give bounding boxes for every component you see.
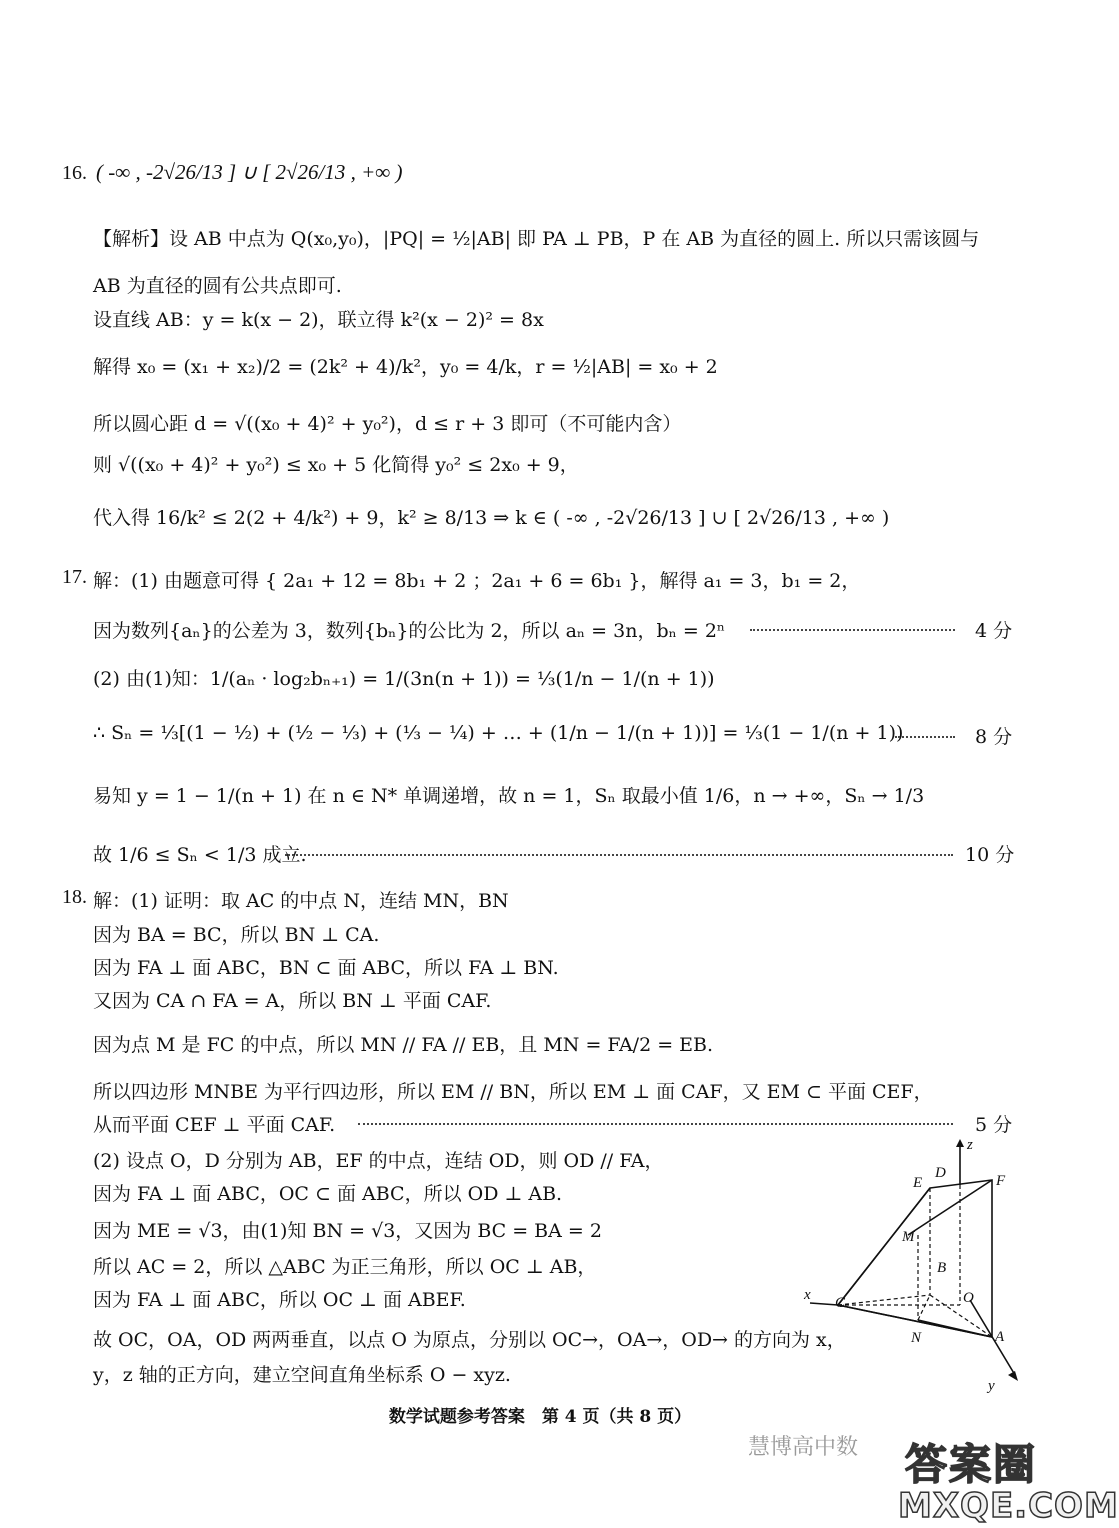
- q17-score-8: 8 分: [975, 726, 1013, 748]
- edge-na: [918, 1320, 992, 1337]
- q17-line-3: (2) 由(1)知：1/(aₙ · log₂bₙ₊₁) = 1/(3n(n + 1)) = ⅓(1/n − 1/(n + 1)): [93, 668, 715, 690]
- x-axis-line: [810, 1303, 838, 1305]
- label-c: C: [835, 1295, 846, 1311]
- page-footer: 数学试题参考答案 第 4 页（共 8 页）: [388, 1407, 692, 1427]
- q18-line-14: y，z 轴的正方向，建立空间直角坐标系 O − xyz.: [93, 1364, 511, 1386]
- q16-line-7: 代入得 16/k² ≤ 2(2 + 4/k²) + 9，k² ≥ 8/13 ⇒ k ∈ ( -∞ , -2√26/13 ] ∪ [ 2√26/13 , +∞ ): [93, 507, 890, 529]
- q18-line-1: 解：(1) 证明：取 AC 的中点 N，连结 MN，BN: [93, 890, 509, 912]
- site-logo-bottom: MXQE.COM: [898, 1486, 1119, 1526]
- q17-line-5: 易知 y = 1 − 1/(n + 1) 在 n ∈ N* 单调递增，故 n = 1，Sₙ 取最小值 1/6，n → +∞，Sₙ → 1/3: [93, 785, 925, 807]
- q16-line-4: 解得 x₀ = (x₁ + x₂)/2 = (2k² + 4)/k²，y₀ = 4/k，r = ½|AB| = x₀ + 2: [93, 356, 718, 378]
- q17-line-2: 因为数列{aₙ}的公差为 3，数列{bₙ}的公比为 2，所以 aₙ = 3n，bₙ = 2ⁿ: [93, 620, 726, 642]
- q18-line-7: 从而平面 CEF ⊥ 平面 CAF.: [93, 1114, 336, 1136]
- q17-line-6: 故 1/6 ≤ Sₙ < 1/3 成立.: [93, 844, 307, 866]
- q17-dots-2: [895, 736, 955, 738]
- edge-ce: [838, 1188, 930, 1305]
- label-a: A: [995, 1329, 1005, 1345]
- label-f: F: [996, 1173, 1006, 1189]
- q17-score-10: 10 分: [965, 844, 1015, 866]
- q16-line-2: AB 为直径的圆有公共点即可.: [93, 275, 342, 297]
- edge-nb: [918, 1295, 930, 1320]
- q18-line-13: 故 OC，OA，OD 两两垂直，以点 O 为原点，分别以 OC→，OA→，OD→ 的方向为 x，: [93, 1329, 846, 1351]
- y-arrow: [1008, 1371, 1018, 1381]
- label-y: y: [988, 1378, 995, 1394]
- q18-line-6: 所以四边形 MNBE 为平行四边形，所以 EM // BN，所以 EM ⊥ 面 CAF，又 EM ⊂ 平面 CEF，: [93, 1081, 933, 1103]
- label-d: D: [935, 1165, 946, 1181]
- label-b: B: [937, 1260, 947, 1276]
- q17-line-1: 解：(1) 由题意可得 { 2a₁ + 12 = 8b₁ + 2 ；2a₁ + 6 = 6b₁ }，解得 a₁ = 3，b₁ = 2，: [93, 570, 861, 592]
- q17-score-4: 4 分: [975, 620, 1013, 642]
- q18-line-9: 因为 FA ⊥ 面 ABC，OC ⊂ 面 ABC，所以 OD ⊥ AB.: [93, 1183, 563, 1205]
- q17-dots-3: [285, 854, 953, 856]
- q18-line-2: 因为 BA = BC，所以 BN ⊥ CA.: [93, 924, 380, 946]
- q16-line-1: 【解析】设 AB 中点为 Q(x₀,y₀)，|PQ| = ½|AB| 即 PA ⊥ PB，P 在 AB 为直径的圆上. 所以只需该圆与: [93, 228, 980, 250]
- label-m: M: [902, 1229, 915, 1245]
- q18-number: 18.: [62, 886, 87, 908]
- q18-score-5: 5 分: [975, 1114, 1013, 1136]
- edge-cb: [838, 1295, 930, 1305]
- q18-line-5: 因为点 M 是 FC 的中点，所以 MN // FA // EB，且 MN = FA/2 = EB.: [93, 1034, 714, 1056]
- site-logo-top: 答案圈: [905, 1440, 1038, 1489]
- geometry-figure: [800, 1135, 1030, 1395]
- q16-line-3: 设直线 AB：y = k(x − 2)，联立得 k²(x − 2)² = 8x: [93, 309, 544, 331]
- z-arrow: [956, 1139, 964, 1147]
- label-e: E: [913, 1175, 923, 1191]
- q16-answer: ( -∞ , -2√26/13 ] ∪ [ 2√26/13 , +∞ ): [96, 160, 403, 184]
- q16-number: 16.: [62, 162, 87, 184]
- q16-line-6: 则 √((x₀ + 4)² + y₀²) ≤ x₀ + 5 化简得 y₀² ≤ 2x₀ + 9，: [93, 454, 579, 476]
- q18-dots-1: [358, 1123, 953, 1125]
- label-n: N: [911, 1330, 922, 1346]
- prism-face-cef: [838, 1180, 992, 1337]
- label-x: x: [804, 1287, 811, 1303]
- q17-dots-1: [750, 629, 955, 631]
- q17-number: 17.: [62, 566, 87, 588]
- q18-line-8: (2) 设点 O，D 分别为 AB，EF 的中点，连结 OD，则 OD // FA，: [93, 1150, 664, 1172]
- q18-line-3: 因为 FA ⊥ 面 ABC，BN ⊂ 面 ABC，所以 FA ⊥ BN.: [93, 957, 559, 979]
- q18-line-4: 又因为 CA ∩ FA = A，所以 BN ⊥ 平面 CAF.: [93, 990, 492, 1012]
- label-z: z: [967, 1137, 973, 1153]
- wechat-watermark: 慧博高中数: [748, 1435, 859, 1460]
- q17-line-4: ∴ Sₙ = ⅓[(1 − ½) + (½ − ⅓) + (⅓ − ¼) + … + (1/n − 1/(n + 1))] = ⅓(1 − 1/(n + 1)): [93, 722, 904, 744]
- label-o: O: [963, 1290, 974, 1306]
- q18-line-11: 所以 AC = 2，所以 △ABC 为正三角形，所以 OC ⊥ AB，: [93, 1256, 597, 1278]
- q18-line-10: 因为 ME = √3，由(1)知 BN = √3，又因为 BC = BA = 2: [93, 1220, 602, 1242]
- q16-line-5: 所以圆心距 d = √((x₀ + 4)² + y₀²)，d ≤ r + 3 即可（不可能内含）: [93, 413, 682, 435]
- q18-line-12: 因为 FA ⊥ 面 ABC，所以 OC ⊥ 面 ABEF.: [93, 1289, 466, 1311]
